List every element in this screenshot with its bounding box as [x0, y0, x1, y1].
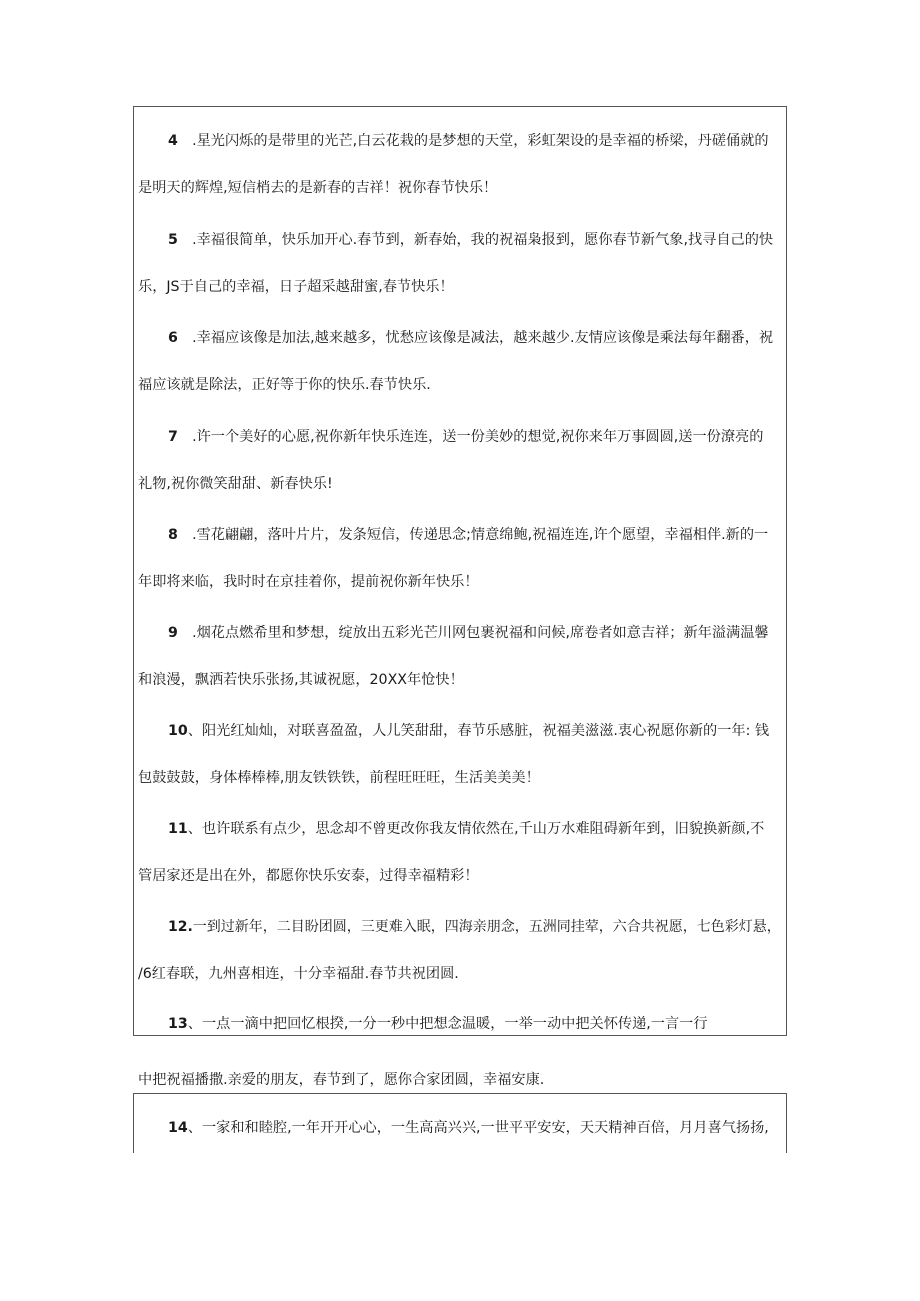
- item-11-line-1: 11、也许联系有点少，思念却不曾更改你我友情依然在,千山万水难阻碍新年到，旧貌换新颜,不: [168, 821, 765, 837]
- item-4-line-1: 4 .星光闪烁的是带里的光芒,白云花栽的是梦想的天堂，彩虹架设的是幸福的桥梁，丹磋俑就的: [168, 133, 769, 149]
- item-4-line-2: 是明天的辉煌,短信梢去的是新春的吉祥！祝你春节快乐！: [138, 180, 498, 196]
- item-7-line-1: 7 .许一个美好的心愿,祝你新年快乐连连，送一份美妙的想觉,祝你来年万事圆圆,送一份潦亮的: [168, 429, 764, 445]
- item-13-line-2: 中把祝福播撒.亲爱的朋友，春节到了，愿你合家团圆，幸福安康.: [138, 1072, 545, 1088]
- item-11-line-2: 管居家还是出在外，都愿你快乐安泰，过得幸福精彩！: [138, 868, 479, 884]
- item-5-line-2: 乐，JS于自己的幸福，日子超采越甜蜜,春节快乐！: [138, 279, 454, 295]
- item-10-line-1: 10、阳光红灿灿，对联喜盈盈，人儿笑甜甜，春节乐感脏，祝福美滋滋.衷心祝愿你新的一年: 钱: [168, 723, 770, 739]
- item-7-line-2: 礼物,祝你微笑甜甜、新春快乐!: [138, 476, 333, 492]
- item-8-line-2: 年即将来临，我时时在京挂着你，提前祝你新年快乐！: [138, 574, 479, 590]
- item-5-line-1: 5 .幸福很简单，快乐加开心.春节到，新春始，我的祝福枭报到，愿你春节新气象,找寻自己的快: [168, 232, 774, 248]
- item-9-line-1: 9 .烟花点燃希里和梦想，绽放出五彩光芒川网包裹祝福和问候,席卷者如意吉祥；新年溢满温馨: [168, 625, 769, 641]
- item-12-line-1: 12.一到过新年，二目盼团圆，三更难入眠，四海亲朋念，五洲同挂荤，六合共祝愿，七色彩灯悬，: [168, 919, 781, 935]
- item-6-line-2: 福应该就是除法，正好等于你的快乐.春节快乐.: [138, 377, 431, 393]
- item-9-line-2: 和浪漫，飘洒若快乐张扬,其诚祝愿，20XX年怆快！: [138, 672, 464, 688]
- item-8-line-1: 8 .雪花翩翩，落叶片片，发条短信，传递思念;情意绵鲍,祝福连连,许个愿望，幸福相伴.新的一: [168, 527, 769, 543]
- item-6-line-1: 6 .幸福应该像是加法,越来越多，忧愁应该像是减法，越来越少.友情应该像是乘法每年翻番，祝: [168, 330, 774, 346]
- item-13-line-1: 13、一点一滴中把回忆根揆,一分一秒中把想念温暖，一举一动中把关怀传递,一言一行: [168, 1016, 708, 1032]
- item-10-line-2: 包鼓鼓鼓，身体棒棒棒,朋友铁铁铁，前程旺旺旺，生活美美美！: [138, 770, 540, 786]
- item-12-line-2: /6红春联，九州喜相连，十分幸福甜.春节共祝团圆.: [138, 966, 459, 982]
- item-14-line-1: 14、一家和和睦腔,一年开开心心，一生高高兴兴,一世平平安安，天天精神百倍，月月喜气扬扬,: [168, 1120, 769, 1136]
